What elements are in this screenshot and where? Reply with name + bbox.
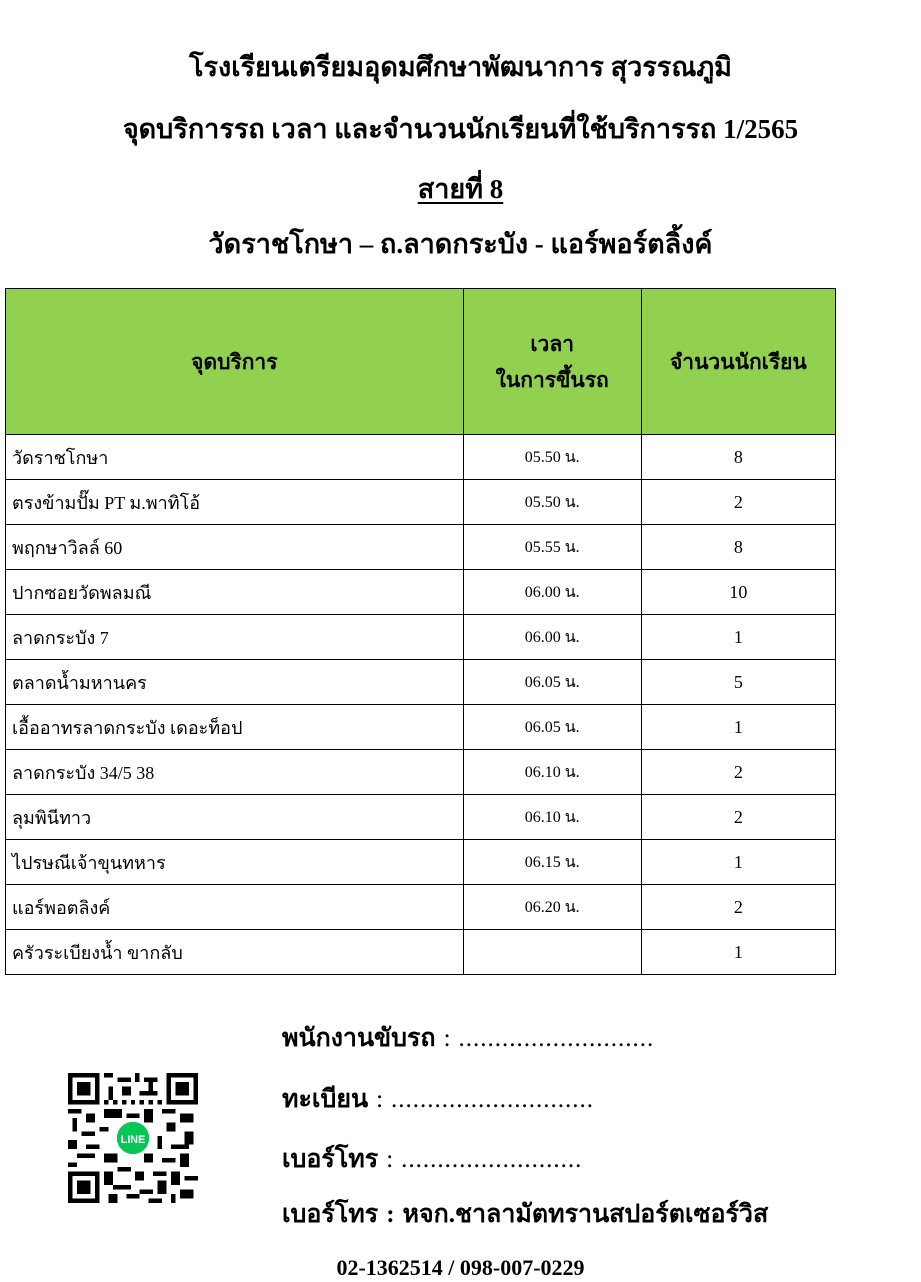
stop-count: 2	[641, 750, 835, 795]
header-count: จำนวนนักเรียน	[641, 289, 835, 435]
table-row	[6, 570, 836, 615]
stop-count: 2	[641, 480, 835, 525]
stop-location: พฤกษาวิลล์ 60	[6, 525, 464, 570]
company-phone-row	[282, 1199, 768, 1231]
stop-time: 06.10 น.	[463, 750, 641, 795]
table-row	[6, 435, 836, 480]
plate-field: ............................	[391, 1086, 595, 1113]
stop-count: 1	[641, 840, 835, 885]
plate-label: ทะเบียน	[282, 1086, 369, 1113]
header-time-line2: ในการขึ้นรถ	[495, 367, 609, 392]
header-location: จุดบริการ	[6, 289, 464, 435]
stop-count: 2	[641, 795, 835, 840]
company-separator: :	[386, 1201, 395, 1228]
stop-count: 5	[641, 660, 835, 705]
route-number	[0, 172, 921, 206]
stop-location: วัดราชโกษา	[6, 435, 464, 480]
company-phone-number: 02-1362514 / 098-007-0229	[336, 1255, 585, 1280]
stop-time: 06.05 น.	[463, 705, 641, 750]
stop-count: 8	[641, 525, 835, 570]
table-row	[6, 615, 836, 660]
stop-count: 2	[641, 885, 835, 930]
phone-field: .........................	[401, 1146, 583, 1173]
header-time	[463, 289, 641, 435]
stop-time: 06.20 น.	[463, 885, 641, 930]
stop-time: 05.50 น.	[463, 435, 641, 480]
stop-count: 10	[641, 570, 835, 615]
phone-label: เบอร์โทร	[282, 1146, 379, 1173]
driver-label: พนักงานขับรถ	[282, 1025, 436, 1052]
table-row	[6, 795, 836, 840]
stop-location: ตลาดน้ำมหานคร	[6, 660, 464, 705]
company-name: หจก.ชาลามัตทรานสปอร์ตเซอร์วิส	[402, 1201, 769, 1228]
table-row	[6, 885, 836, 930]
stop-count: 1	[641, 930, 835, 975]
stop-location: ปากซอยวัดพลมณี	[6, 570, 464, 615]
stop-time: 05.55 น.	[463, 525, 641, 570]
stop-time: 06.00 น.	[463, 615, 641, 660]
stop-time	[463, 930, 641, 975]
stop-location: ไปรษณีเจ้าขุนทหาร	[6, 840, 464, 885]
phone-separator: :	[386, 1146, 394, 1173]
stop-count: 8	[641, 435, 835, 480]
stop-location: ตรงข้ามปั๊ม PT ม.พาทิโอ้	[6, 480, 464, 525]
stop-count: 1	[641, 705, 835, 750]
table-row	[6, 525, 836, 570]
table-row	[6, 480, 836, 525]
route-description: วัดราชโกษา – ถ.ลาดกระบัง - แอร์พอร์ตลิ้งค์	[208, 229, 713, 259]
stop-time: 06.15 น.	[463, 840, 641, 885]
header-time-line1: เวลา	[530, 331, 575, 356]
stop-time: 06.00 น.	[463, 570, 641, 615]
line-badge-text: LINE	[120, 1133, 146, 1146]
table-row	[6, 930, 836, 975]
plate-row	[282, 1084, 594, 1116]
stop-time: 06.05 น.	[463, 660, 641, 705]
stop-location: เอื้ออาทรลาดกระบัง เดอะท็อป	[6, 705, 464, 750]
company-phone-label: เบอร์โทร	[282, 1201, 379, 1228]
stop-location: ลาดกระบัง 7	[6, 615, 464, 660]
stop-location: ลาดกระบัง 34/5 38	[6, 750, 464, 795]
table-row	[6, 705, 836, 750]
school-name: โรงเรียนเตรียมอุดมศึกษาพัฒนาการ สุวรรณภูมิ	[189, 52, 732, 82]
driver-row	[282, 1023, 654, 1055]
stop-location: ครัวระเบียงน้ำ ขากลับ	[6, 930, 464, 975]
stop-location: แอร์พอตลิงค์	[6, 885, 464, 930]
table-row	[6, 750, 836, 795]
bus-stop-table	[5, 288, 836, 975]
table-header-row	[6, 289, 836, 435]
line-qr-code-icon	[68, 1073, 198, 1203]
driver-field: ...........................	[458, 1025, 655, 1052]
stop-count: 1	[641, 615, 835, 660]
phone-row	[282, 1144, 582, 1176]
table-row	[6, 660, 836, 705]
table-row	[6, 840, 836, 885]
stop-location: ลุมพินีทาว	[6, 795, 464, 840]
driver-separator: :	[443, 1025, 451, 1052]
stop-time: 06.10 น.	[463, 795, 641, 840]
route-number-text: สายที่ 8	[417, 174, 504, 204]
plate-separator: :	[376, 1086, 384, 1113]
document-subtitle: จุดบริการรถ เวลา และจำนวนนักเรียนที่ใช้บริการรถ 1/2565	[122, 114, 799, 144]
stop-time: 05.50 น.	[463, 480, 641, 525]
